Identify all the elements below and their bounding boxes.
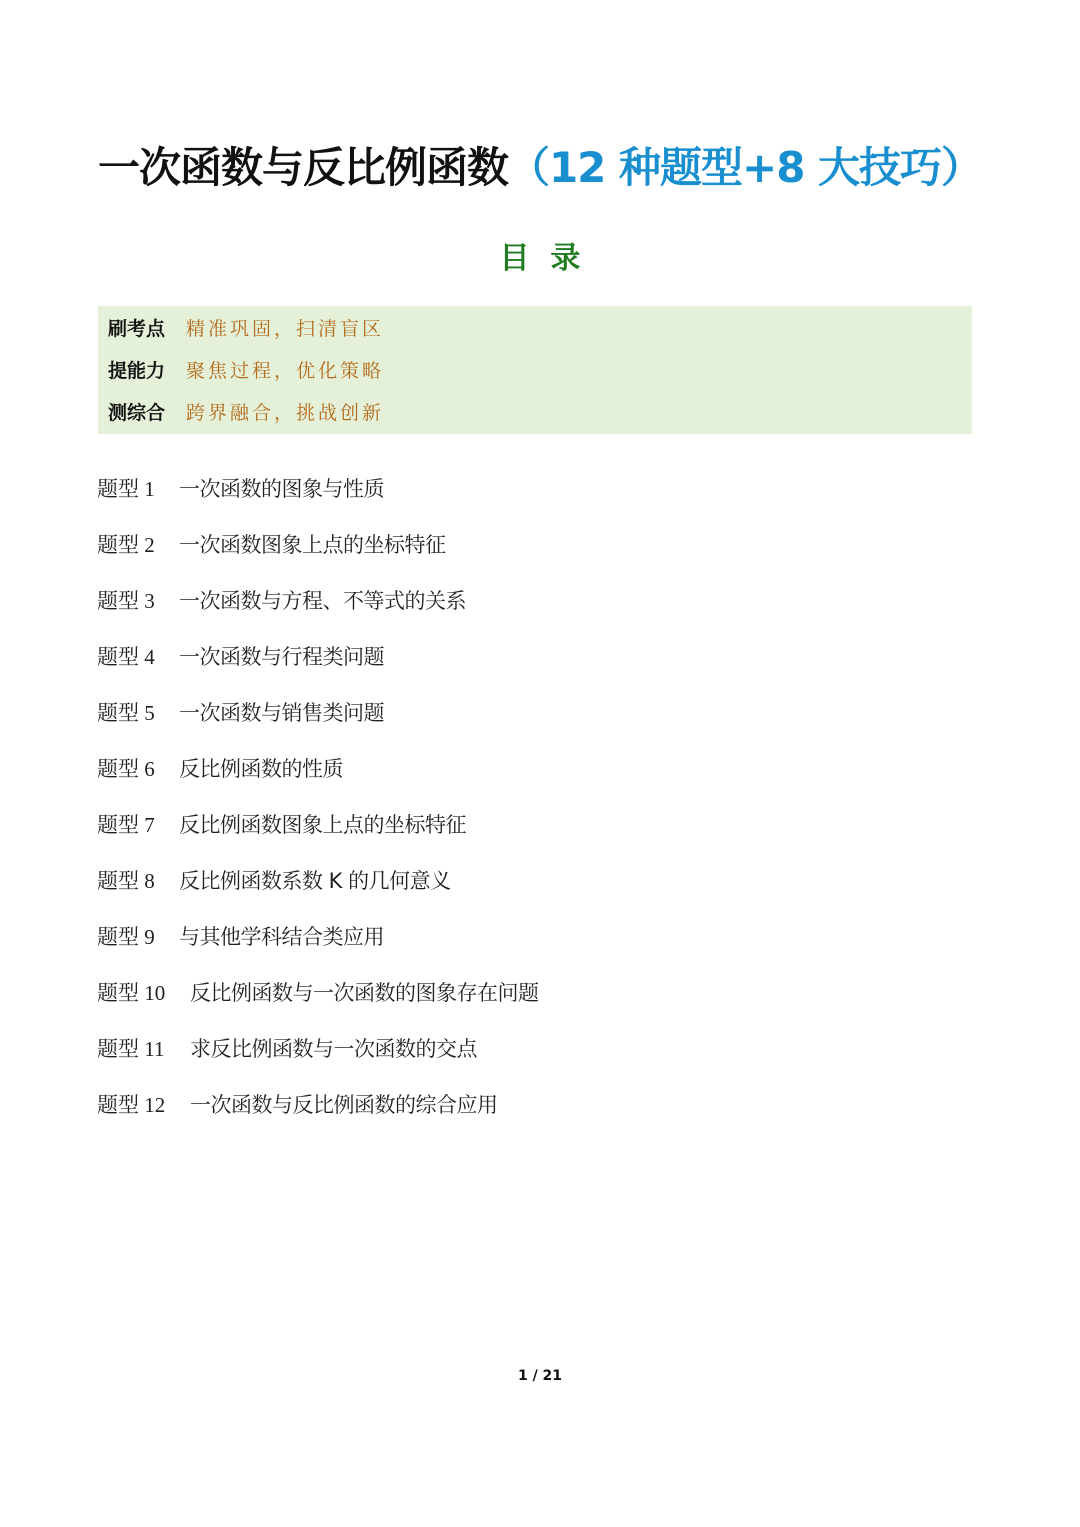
toc-item-title: 一次函数图象上点的坐标特征 [179, 533, 446, 557]
highlight-panel [98, 306, 972, 434]
toc-item-title: 求反比例函数与一次函数的交点 [190, 1037, 477, 1061]
document-title-sub: （12 种题型+8 大技巧） [507, 143, 983, 192]
panel-row-text: 聚焦过程，优化策略 [186, 359, 385, 382]
page-number: 1 / 21 [517, 1368, 563, 1384]
toc-item[interactable] [97, 1076, 977, 1132]
toc-item[interactable] [97, 572, 977, 628]
toc-item-type: 题型 7 [97, 813, 155, 837]
toc-item-title: 反比例函数图象上点的坐标特征 [179, 813, 466, 837]
toc-item-title: 一次函数与方程、不等式的关系 [179, 589, 466, 613]
panel-row [108, 390, 972, 432]
toc-item[interactable] [97, 908, 977, 964]
toc-item[interactable] [97, 1020, 977, 1076]
panel-row-text: 精准巩固，扫清盲区 [186, 317, 385, 340]
toc-item-type: 题型 11 [97, 1037, 165, 1061]
toc-item[interactable] [97, 516, 977, 572]
toc-item-title: 反比例函数与一次函数的图象存在问题 [190, 981, 539, 1005]
toc-item[interactable] [97, 628, 977, 684]
panel-row [108, 348, 972, 390]
toc-item-title: 与其他学科结合类应用 [179, 925, 384, 949]
toc-item-type: 题型 5 [97, 701, 155, 725]
toc-item-title: 反比例函数系数 K 的几何意义 [179, 869, 451, 893]
toc-item-type: 题型 9 [97, 925, 155, 949]
panel-row-label: 刷考点 [108, 317, 166, 340]
document-title [0, 138, 1080, 198]
toc-item-type: 题型 2 [97, 533, 155, 557]
toc-list [97, 460, 977, 1132]
toc-item-type: 题型 10 [97, 981, 166, 1005]
toc-item[interactable] [97, 684, 977, 740]
toc-item-title: 一次函数与行程类问题 [179, 645, 384, 669]
toc-item-type: 题型 8 [97, 869, 155, 893]
toc-item[interactable] [97, 964, 977, 1020]
toc-item[interactable] [97, 796, 977, 852]
toc-item[interactable] [97, 740, 977, 796]
toc-item-type: 题型 6 [97, 757, 155, 781]
toc-heading: 目 录 [499, 241, 581, 276]
toc-item-title: 一次函数与反比例函数的综合应用 [190, 1093, 498, 1117]
panel-row-text: 跨界融合，挑战创新 [186, 401, 385, 424]
toc-item-title: 一次函数的图象与性质 [179, 477, 384, 501]
toc-item-title: 反比例函数的性质 [179, 757, 343, 781]
document-title-main: 一次函数与反比例函数 [97, 143, 508, 192]
panel-row-label: 测综合 [108, 401, 166, 424]
toc-item[interactable] [97, 852, 977, 908]
panel-row-label: 提能力 [108, 359, 166, 382]
panel-row [108, 306, 972, 348]
toc-item-type: 题型 1 [97, 477, 155, 501]
toc-item-type: 题型 4 [97, 645, 155, 669]
toc-item-type: 题型 3 [97, 589, 155, 613]
toc-item[interactable] [97, 460, 977, 516]
toc-item-type: 题型 12 [97, 1093, 166, 1117]
toc-item-title: 一次函数与销售类问题 [179, 701, 384, 725]
